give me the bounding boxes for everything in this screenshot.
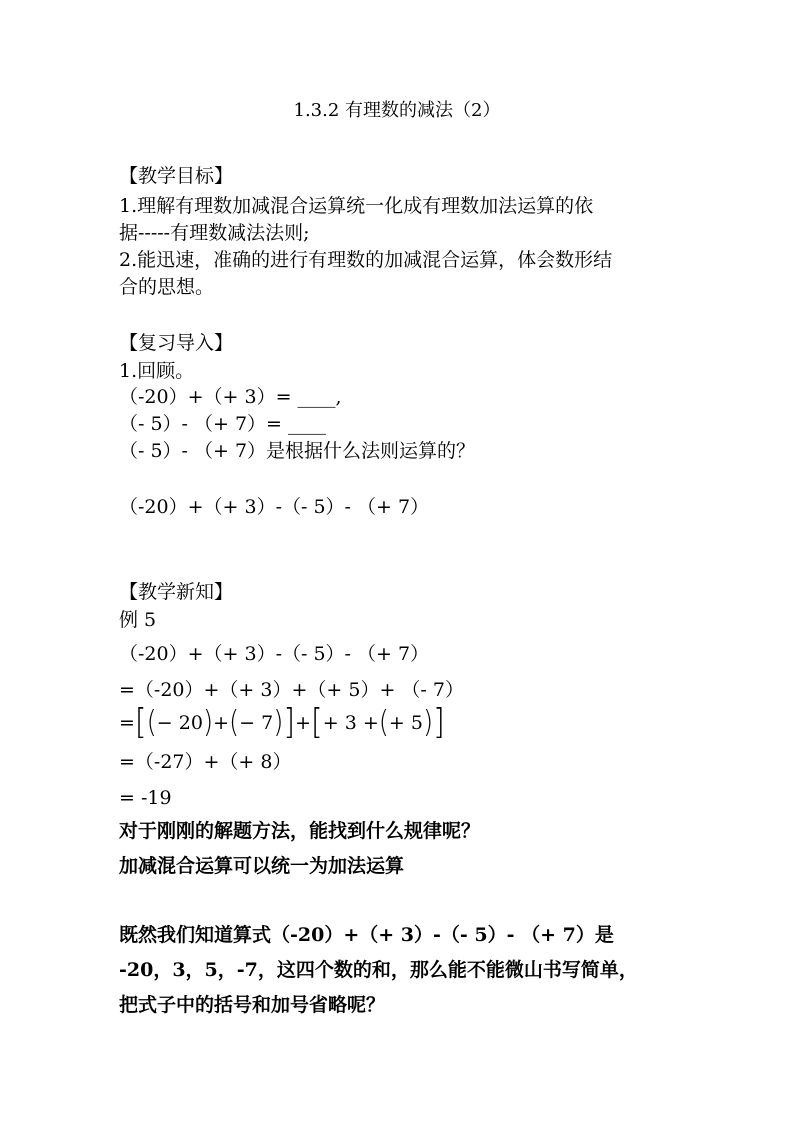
review-line-3: （- 5）- （+ 7）= ____ [119,413,327,435]
new-heading: 【教学新知】 [119,581,234,603]
review-line-2: （-20）+（+ 3）= ____, [119,386,342,408]
formula-term-b: − 7 [239,712,274,734]
paren-open: ( [229,705,240,741]
paren-close: ) [422,705,434,741]
solution-step-1: （-20）+（+ 3）-（- 5）- （+ 7） [119,643,430,665]
objective-line-2: 据-----有理数减法法则; [119,222,310,244]
paren-close: ) [202,705,214,741]
paren-open: ( [146,705,157,741]
review-line-1: 1.回顾。 [119,360,195,382]
solution-step-2: =（-20）+（+ 3）+（+ 5）+ （- 7） [119,679,464,701]
closing-line-1: 既然我们知道算式（-20）+（+ 3）-（- 5）- （+ 7）是 [119,924,614,946]
rule-line: 加减混合运算可以统一为加法运算 [119,855,405,877]
bracket-close: ] [433,702,445,743]
formula-term-a: − 20 [156,712,203,734]
formula-plus-2: + [295,712,312,734]
closing-line-2: -20，3，5，-7，这四个数的和，那么能不能微山书写简单， [119,959,638,981]
bracket-open: [ [311,702,323,743]
formula-term-d: + 5 [388,712,423,734]
review-heading: 【复习导入】 [119,332,234,354]
formula-term-c: + 3 + [322,712,379,734]
objective-line-4: 合的思想。 [119,276,215,298]
review-line-4: （- 5）- （+ 7）是根据什么法则运算的？ [119,440,476,462]
paren-close: ) [273,705,284,741]
formula-plus-1: + [213,712,230,734]
page-title: 1.3.2 有理数的减法（2） [293,100,501,121]
example-label: 例 5 [119,609,157,631]
solution-result: = -19 [119,787,172,809]
solution-step-4: =（-27）+（+ 8） [119,751,292,773]
objectives-heading: 【教学目标】 [119,165,234,187]
review-expression: （-20）+（+ 3）-（- 5）- （+ 7） [119,496,430,518]
bracket-open: [ [134,702,147,743]
closing-line-3: 把式子中的括号和加号省略呢？ [119,994,386,1016]
grouping-formula [119,702,445,743]
paren-open: ( [378,705,389,741]
objective-line-3: 2.能迅速，准确的进行有理数的加减混合运算，体会数形结 [119,249,613,271]
bracket-close: ] [283,702,296,743]
question-line: 对于刚刚的解题方法，能找到什么规律呢？ [119,820,481,842]
objective-line-1: 1.理解有理数加减混合运算统一化成有理数加法运算的依 [119,195,594,217]
formula-equals: = [119,712,135,734]
